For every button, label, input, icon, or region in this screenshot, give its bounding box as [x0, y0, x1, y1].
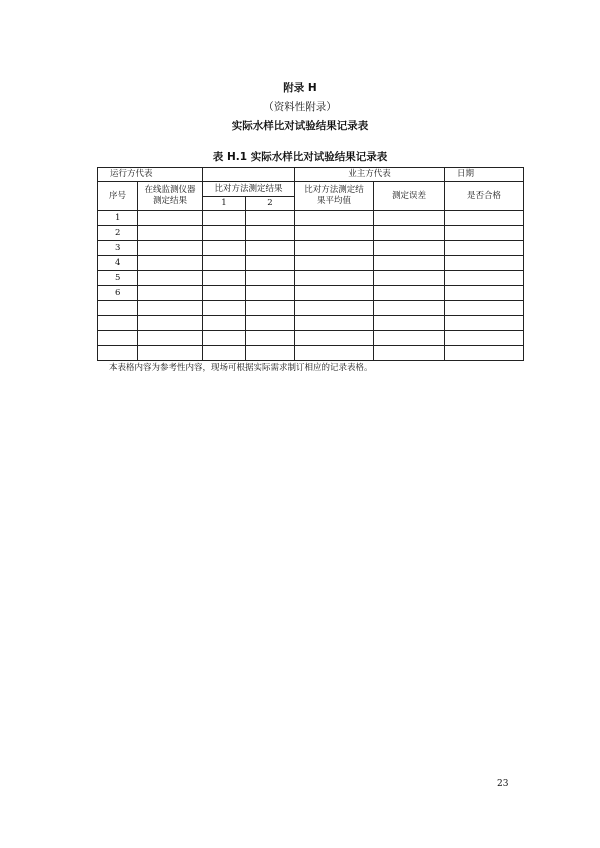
table-cell[interactable]: [203, 256, 246, 271]
table-cell[interactable]: [138, 226, 203, 241]
row-index: 5: [98, 271, 138, 286]
table-cell[interactable]: [445, 241, 524, 256]
table-cell[interactable]: [295, 241, 374, 256]
table-cell[interactable]: [246, 286, 295, 301]
table-cell[interactable]: [246, 226, 295, 241]
table-cell[interactable]: [445, 286, 524, 301]
table-cell[interactable]: [445, 331, 524, 346]
record-table: [97, 167, 524, 361]
date-label: 日期: [445, 168, 524, 182]
table-cell[interactable]: [374, 271, 445, 286]
table-cell[interactable]: [374, 241, 445, 256]
table-cell[interactable]: [295, 271, 374, 286]
table-cell[interactable]: [246, 211, 295, 226]
table-cell[interactable]: [295, 286, 374, 301]
operator-rep-label: 运行方代表: [98, 168, 203, 182]
header-error: 测定误差: [374, 182, 445, 211]
table-row: [98, 226, 524, 241]
row-index: 2: [98, 226, 138, 241]
appendix-type: （资料性附录）: [263, 101, 337, 113]
table-row: [98, 211, 524, 226]
table-cell[interactable]: [374, 331, 445, 346]
table-cell[interactable]: [246, 241, 295, 256]
table-cell[interactable]: [203, 331, 246, 346]
table-cell[interactable]: [445, 271, 524, 286]
table-row: [98, 331, 524, 346]
table-cell[interactable]: [374, 301, 445, 316]
row-index: 1: [98, 211, 138, 226]
header-qualified: 是否合格: [445, 182, 524, 211]
table-note: 本表格内容为参考性内容，现场可根据实际需求制订相应的记录表格。: [109, 363, 373, 373]
table-cell[interactable]: [203, 301, 246, 316]
table-cell[interactable]: [295, 226, 374, 241]
table-cell[interactable]: [138, 256, 203, 271]
table-cell[interactable]: [203, 211, 246, 226]
header-online-result: 在线监测仪器测定结果: [138, 182, 203, 211]
header-comparison-mean: 比对方法测定结果平均值: [295, 182, 374, 211]
table-cell[interactable]: [138, 331, 203, 346]
row-index: [98, 331, 138, 346]
table-cell[interactable]: [295, 316, 374, 331]
row-index: [98, 316, 138, 331]
row-index: 3: [98, 241, 138, 256]
table-cell[interactable]: [295, 211, 374, 226]
table-row: [98, 346, 524, 361]
table-row: [98, 286, 524, 301]
table-cell[interactable]: [445, 226, 524, 241]
table-cell[interactable]: [203, 286, 246, 301]
table-cell[interactable]: [445, 256, 524, 271]
table-cell[interactable]: [138, 241, 203, 256]
table-cell[interactable]: [203, 346, 246, 361]
row-index: 6: [98, 286, 138, 301]
table-header-row: [98, 182, 524, 197]
table-row: [98, 271, 524, 286]
table-cell[interactable]: [295, 301, 374, 316]
table-cell[interactable]: [138, 286, 203, 301]
table-cell[interactable]: [445, 211, 524, 226]
row-index: 4: [98, 256, 138, 271]
table-cell[interactable]: [246, 316, 295, 331]
row-index: [98, 346, 138, 361]
table-cell[interactable]: [295, 256, 374, 271]
operator-rep-field[interactable]: [203, 168, 295, 182]
table-cell[interactable]: [138, 316, 203, 331]
table-row: [98, 256, 524, 271]
table-cell[interactable]: [374, 286, 445, 301]
table-row-representatives: [98, 168, 524, 182]
table-cell[interactable]: [203, 316, 246, 331]
table-cell[interactable]: [246, 301, 295, 316]
owner-rep-label: 业主方代表: [295, 168, 445, 182]
table-cell[interactable]: [374, 316, 445, 331]
table-cell[interactable]: [246, 346, 295, 361]
row-index: [98, 301, 138, 316]
table-cell[interactable]: [246, 256, 295, 271]
appendix-title: 附录 H: [283, 82, 317, 94]
table-cell[interactable]: [295, 346, 374, 361]
table-cell[interactable]: [138, 271, 203, 286]
table-cell[interactable]: [246, 271, 295, 286]
header-comparison-result: 比对方法测定结果: [203, 182, 295, 197]
page-number: 23: [497, 779, 509, 789]
table-cell[interactable]: [203, 226, 246, 241]
table-row: [98, 316, 524, 331]
table-cell[interactable]: [246, 331, 295, 346]
table-cell[interactable]: [445, 346, 524, 361]
header-comparison-sub1: 1: [203, 197, 246, 211]
table-cell[interactable]: [374, 256, 445, 271]
table-cell[interactable]: [203, 241, 246, 256]
header-comparison-sub2: 2: [246, 197, 295, 211]
appendix-heading: 实际水样比对试验结果记录表: [231, 120, 369, 132]
table-cell[interactable]: [203, 271, 246, 286]
table-cell[interactable]: [445, 301, 524, 316]
table-cell[interactable]: [445, 316, 524, 331]
header-index: 序号: [98, 182, 138, 211]
table-cell[interactable]: [138, 211, 203, 226]
table-cell[interactable]: [374, 346, 445, 361]
table-cell[interactable]: [374, 226, 445, 241]
table-cell[interactable]: [138, 301, 203, 316]
table-cell[interactable]: [138, 346, 203, 361]
table-caption: 表 H.1 实际水样比对试验结果记录表: [212, 151, 388, 163]
table-cell[interactable]: [295, 331, 374, 346]
table-cell[interactable]: [374, 211, 445, 226]
table-row: [98, 241, 524, 256]
table-row: [98, 301, 524, 316]
